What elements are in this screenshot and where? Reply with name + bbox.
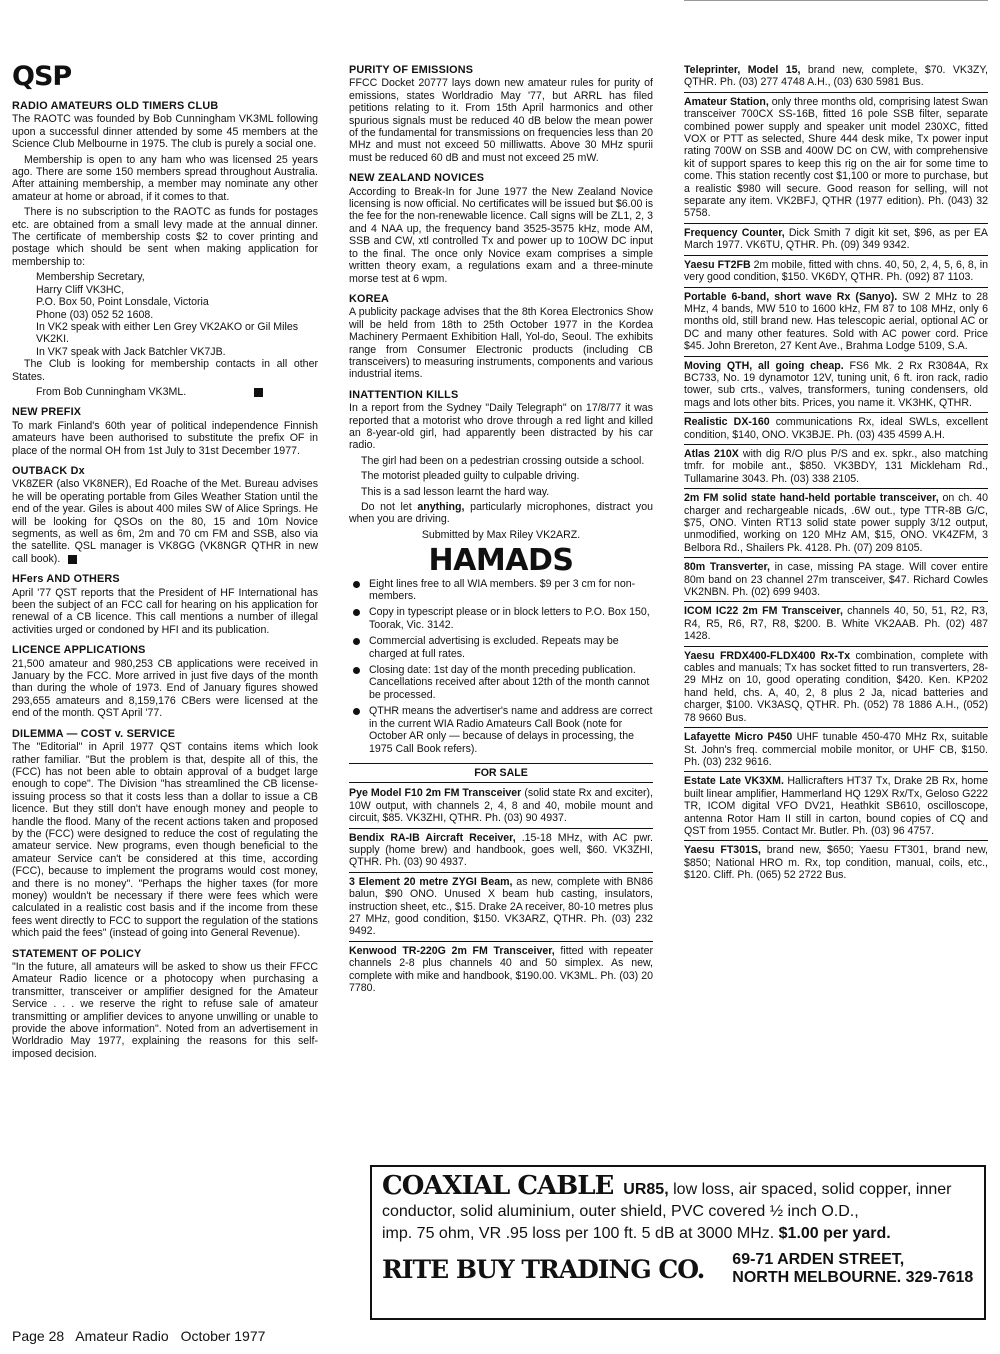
ad-text: .15-18 MHz, with AC pwr. supply (home brew) and handbook, goes well, $60. VK3ZHI, QTHR. Ph. (03) 90 4937. <box>349 831 653 869</box>
ad-text: brand new, complete, $70. VK3ZY, QTHR. Ph. (03) 277 4748 A.H., (03) 630 5981 Bus. <box>684 64 988 89</box>
ad-text: with dig R/O plus P/S and ex. spkr., also matching tmfr. for mobile ant., $850. VK3BDY, 131 Mickleham Rd., Tullamarine 3043. Ph. (03) 338 2105. <box>684 447 988 485</box>
ad-text: channels 40, 50, 51, R2, R3, R4, R5, R6, R7, R8, $200. B. White VK2AAB. Ph. (02) 487 1428. <box>684 605 989 643</box>
classified-ad <box>684 558 988 602</box>
ad-title: ICOM IC22 2m FM Transceiver, <box>684 605 843 618</box>
heading-purity: PURITY OF EMISSIONS <box>349 64 474 76</box>
rule-item: Closing date: 1st day of the month preceding publication. Cancellations received after about 12th of the month cannot be processed. <box>349 664 653 701</box>
ad-title: Kenwood TR-220G 2m FM Transceiver, <box>349 944 555 957</box>
section-title-qsp: QSP <box>12 61 72 92</box>
classified-ad <box>684 841 988 884</box>
rule-item: Copy in typescript please or in block letters to P.O. Box 150, Toorak, Vic. 3142. <box>349 606 653 631</box>
address-line: Phone (03) 052 52 1608. <box>36 308 154 321</box>
ad-text: brand new, $650; Yaesu FT301, brand new, $850; National HRO m. Rx, top condition, manual, coils, etc., $120. Cliff. Ph. (065) 52 2722 Bus. <box>684 844 988 882</box>
advert-line-3 <box>382 1223 974 1245</box>
classified-ad <box>684 772 988 841</box>
ad-title: Lafayette Micro P450 <box>684 731 793 744</box>
purity-para-1: FFCC Docket 20777 lays down new amateur rules for purity of emissions, states Worldradio May '77, but ARRL has filed petitions relating to it. From 15th April harmonics and other spurious signals must be reduced 40 dB below the mean power of the fundamental for transmissions on frequencies less than 20 MHz and must not exceed 50 milliwatts. Above 30 MHz spurii must be reduced 60 dB and must not exceed 25 mW. <box>349 77 653 164</box>
address-line: P.O. Box 50, Point Lonsdale, Victoria <box>36 296 209 309</box>
heading-licence: LICENCE APPLICATIONS <box>12 644 146 657</box>
heading-hfers: HFers AND OTHERS <box>12 573 120 586</box>
rule-item: Eight lines free to all WIA members. $9 per 3 cm for non-members. <box>349 578 653 603</box>
ad-title: 80m Transverter, <box>684 561 770 574</box>
ad-title: Atlas 210X <box>684 447 739 460</box>
end-mark-icon <box>254 388 263 397</box>
licence-para-1: 21,500 amateur and 980,253 CB applications were received in January by the FCC. More arrived in just five days of the month than during the whole of 1973. End of January figures showed 293,655 amateurs and 8,159,176 CBers were licensed at the end of the month. QST April '77. <box>12 657 318 720</box>
policy-para-1: "In the future, all amateurs will be asked to show us their FFCC Amateur Radio licence or a photocopy when purchasing a transmitter, transceiver or amplifier designed for the Amateur Service . . . we reserve the right to refuse sale of amateur transmitting or amplifier devices to anyone unwilling or unable to provide the above information". Noted from an advertisement in Worldradio May 1977, explaining the reasons for this self-imposed decision. <box>12 961 318 1060</box>
inattention-para-3: The motorist pleaded guilty to culpable driving. <box>361 470 580 483</box>
end-mark-icon <box>68 555 77 564</box>
ad-title: Frequency Counter, <box>684 226 785 239</box>
classified-ad <box>349 873 653 942</box>
heading-policy: STATEMENT OF POLICY <box>12 947 142 960</box>
trader-address-line-2: NORTH MELBOURNE. 329-7618 <box>732 1269 974 1286</box>
address-line: Membership Secretary, <box>36 271 145 284</box>
ad-text: Hallicrafters HT37 Tx, Drake 2B Rx, home built linear amplifier, Hammerland HQ 129X Rx/Tx, Geloso G222 TR, ICOM digital VFO DV21, Heathkit SB610, oscilloscope, antenna Rotor Ham II still in carton, bound copies of CQ and QST from 1955. Contact Mr. Butler. Ph. (03) 96 4757. <box>684 775 988 837</box>
heading-dilemma: DILEMMA — COST v. SERVICE <box>12 727 176 740</box>
heading-outback: OUTBACK Dx <box>12 464 85 477</box>
inattention-para-2: The girl had been on a pedestrian crossing outside a school. <box>361 454 645 467</box>
prefix-para-1: To mark Finland's 60th year of political independence Finnish amateurs have been authorised to substitute the prefix OF in place of the normal OH from 1st July to 31st December 1977. <box>12 419 318 457</box>
classified-ad <box>684 288 988 357</box>
raotc-para-1: The RAOTC was founded by Bob Cunningham VK3ML following upon a successful dinner attended by some 45 members at the Science Club Melbourne in 1975. The club is purely a social one. <box>12 113 318 151</box>
inattention-para-1: In a report from the Sydney "Daily Telegraph" on 17/8/77 it was reported that a motorist who drove through a red light and killed an 8-year-old girl, had apparently been distracted by his car radio. <box>349 402 653 452</box>
heading-korea: KOREA <box>349 292 389 305</box>
hamads-rules <box>349 578 653 755</box>
issue-date: October 1977 <box>180 1328 266 1344</box>
ad-text: combination, complete with cables and manuals; Tx has socket fitted to run transverters, 28-29 MHz on 10, good operating condition, $420. Ken. KP202 hand held, chs. A, 40, 2, 8 plus 2 Ja, nicad batteries and charger, $100. VK3ASQ, QTHR. Ph. (052) 78 1886 A.H., (052) 78 9660 Bus. <box>684 649 988 724</box>
ad-text: fitted with repeater channels 2-8 plus channels 40 and 50 simplex. As new, complete with mike and handbook, $190.00. VK3ML. Ph. (03) 20 7780. <box>349 944 653 994</box>
heading-inattention: INATTENTION KILLS <box>349 388 459 401</box>
ad-text: UHF tunable 450-470 MHz Rx, suitable St. John's freq. commercial mobile monitor, or UHF CB, $150. Ph. (03) 232 9616. <box>684 731 988 768</box>
ad-title: Yaesu FRDX400-FLDX400 Rx-Tx <box>684 649 851 662</box>
page-footer <box>12 1328 273 1344</box>
dilemma-para-1: The "Editorial" in April 1977 QST contains items which look rather familiar. "But the problem is that, despite all of this, the (FCC) has not been able to obtain approval of a budget large enough to cope". The Division "has streamlined the CB license-issuing process so that it costs less than a dollar to issue a CB licence. But they still don't have enough money and people to handle the flood. Many of the recent actions taken and proposed by the (FCC) were designed to reduce the cost of regulating the amateur service. New programs, even though beneficial to the amateur Service can't be considered at this time, according (FCC), because to implement the programs would cost money, and there is no money". "Perhaps the higher taxes (for more money) wouldn't be necessary if there were fees which were calculated in a realistic cost basis and if the income from these fees went directly to FCC to support the regulation of the stations which paid the fees" (instead of going into General Revenue). <box>12 741 318 940</box>
column-2 <box>349 64 653 997</box>
ads-list-col2 <box>349 787 653 997</box>
trader-address-line-1: 69-71 ARDEN STREET, <box>732 1251 905 1268</box>
classified-ad <box>684 413 988 445</box>
ad-text: as new, complete with BN86 balun, $90 ONO. Unused X beam hub casting, insulators, instruction sheet, etc., $15. Drake 2A receiver, 80-10 metres plus 27 MHz, good condition, $150. VK3ARZ, QTHR. Ph. (03) 232 9492. <box>349 875 653 938</box>
classified-ad <box>684 647 988 728</box>
raotc-para-3: There is no subscription to the RAOTC as funds for postages etc. are obtained from a small levy made at the annual dinner. The certificate of membership costs $2 to cover printing and postage which should be sent when making application for membership to: <box>12 206 318 268</box>
ad-text: SW 2 MHz to 28 MHz, 4 bands, MW 510 to 1600 kHz, FM 87 to 108 MHz, only 6 months old, still brand new. Has telescopic aerial, optional AC or DC and many other features. Sold with AC power cord. Price $45. John Brereton, 27 Kent Ave., Brahma Lodge 5109, S.A. <box>684 290 988 353</box>
inattention-para-4: This is a sad lesson learnt the hard way. <box>361 485 550 498</box>
inattention-p5c: particularly microphones, distract you when you are driving. <box>349 501 653 526</box>
advert-price: $1.00 per yard. <box>778 1225 891 1242</box>
column-3 <box>684 64 988 885</box>
inattention-p5b: anything, <box>417 501 465 513</box>
ad-text: (solid state Rx and exciter), 10W output, with channels 2, 4, 8 and 40, mobile mount and circuit, $85. VK3ZHI, QTHR. Ph. (03) 90 4937. <box>349 787 653 825</box>
classified-ad <box>349 787 653 828</box>
page-number: Page 28 <box>12 1328 65 1344</box>
advert-desc-3: imp. 75 ohm, VR .95 loss per 100 ft. 5 dB at 3000 MHz. <box>382 1225 779 1242</box>
trader-name: RITE BUY TRADING CO. <box>382 1254 705 1284</box>
classified-ad <box>684 602 988 646</box>
advert-model: UR85, <box>623 1181 669 1198</box>
raotc-address <box>36 271 318 358</box>
ad-text: in case, missing PA stage. Will cover entire 80m band on 23 channel 27m transceiver, $47. Richard Cowles VK2NBN. Ph. (02) 699 9403. <box>684 561 989 599</box>
classified-ad <box>684 357 988 414</box>
raotc-para-2: Membership is open to any ham who was licensed 25 years ago. There are some 150 members spread throughout Australia. After attaining membership, a member may nominate any other amateur at home or abroad, if it comes to that. <box>12 153 318 203</box>
inattention-p5a: Do not let <box>361 501 418 513</box>
ad-title: Teleprinter, Model 15, <box>684 64 801 76</box>
advert-desc-2: conductor, solid aluminium, outer shield, PVC covered ½ inch O.D., <box>382 1203 859 1220</box>
classified-ad <box>349 942 653 998</box>
classified-ad <box>684 445 988 489</box>
top-rule <box>684 0 988 1</box>
for-sale-heading: FOR SALE <box>349 763 653 783</box>
ad-text: only three months old, comprising latest Swan transceiver 700CX SS-16B, fitted 16 pole SSB filter, separate combined power supply and speaker unit model 230XC, fitted VOX or PTT as selected, Shure 444 desk mike, Tx power input rating 700W on SSB and 400W DC on CW, with comprehensive kit of support spares to keep this rig on the air for some time to come. This station recently cost $1,100 or more to purchase, but a realistic $980 will secure. Good reason for selling, will not separate any item. VK2BFJ, QTHR (1977 edition). Ph. (043) 32 5758. <box>684 95 989 220</box>
ad-text: communications Rx, ideal SWLs, excellent condition, $140, ONO. VK3BJE. Ph. (03) 435 4599 A.H. <box>684 416 988 441</box>
ad-text: on ch. 40 charger and rechargeable nicads, .6W out., type TTR-8B G/C, $75, ONO. Vinten RT13 solid state power supply 3/12 output, unmodified, working on 120 MHz AM, $15, ONO. VK4ZFM, 3 Belbora Rd., Shailers Pk. 4128. Ph. (07) 209 8105. <box>684 492 989 554</box>
advert-title: COAXIAL CABLE <box>382 1171 614 1201</box>
heading-nz-novices: NEW ZEALAND NOVICES <box>349 172 485 185</box>
classified-ad <box>684 64 988 93</box>
classified-ad <box>684 728 988 772</box>
raotc-from-text: From Bob Cunningham VK3ML. <box>36 385 187 398</box>
raotc-para-4: The Club is looking for membership contacts in all other States. <box>12 358 318 383</box>
ad-title: Yaesu FT2FB <box>684 258 751 271</box>
inattention-para-5 <box>349 501 653 526</box>
classified-ad <box>684 256 988 288</box>
rule-item: QTHR means the advertiser's name and address are correct in the current WIA Radio Amateurs Call Book (note for October AR only — because of delays in processing, the 1975 Call Book refers). <box>349 705 653 755</box>
heading-new-prefix: NEW PREFIX <box>12 406 82 419</box>
nz-para-1: According to Break-In for June 1977 the New Zealand Novice licensing is now official. No certificates will be issued but $6.00 is the fee for the non-renewable licence. Call signs will be ZL1, 2, 3 and 4 NAA up, the frequency band 3525-3575 kHz, mode AM, SSB and CW, xtl controlled Tx and power up to 10OW DC input to the final. The once only Novice exam comprises a simple written theory exam, a regulations exam and a three-minute morse test at 6 wpm. <box>349 185 653 285</box>
ad-text: FS6 Mk. 2 Rx R3084A, Rx BC733, No. 19 dynamotor 12V, tuning unit, 6 ft. iron rack, radio tower, sub crts., valves, transformers, tuning condensers, old mags and lots other bits. Prices, you name it. VK3HK, QTHR. <box>684 359 988 409</box>
address-line: Harry Cliff VK3HC, <box>36 283 125 296</box>
raotc-from <box>36 386 318 398</box>
korea-para-1: A publicity package advises that the 8th Korea Electronics Show will be held from 18th to 25th October 1977 in the Kordea Machinery Permaent Exhibition Hall, Yol-do, Seoul. The exhibits range from Consumer Electronic products (including CB transceivers) to measuring instruments, components and various industrial items. <box>349 306 653 381</box>
outback-para-1 <box>12 478 318 565</box>
classified-ad <box>684 489 988 558</box>
classified-ad <box>349 829 653 873</box>
ad-title: Bendix RA-IB Aircraft Receiver, <box>349 831 516 844</box>
ad-title: Amateur Station, <box>684 95 769 108</box>
hfers-para-1: April '77 QST reports that the President of HF International has been the subject of an FCC call for hearing on his application for renewal of a CB licence. This call mentions a number of illegal activities urged or condoned by HFI and its publication. <box>12 586 318 636</box>
ad-text: Dick Smith 7 digit kit set, $96, as per EA March 1977. VK6TU, QTHR. Ph. (09) 349 9342. <box>684 226 989 252</box>
advert-trader-row <box>382 1251 974 1287</box>
inattention-signed: Submitted by Max Riley VK2ARZ. <box>421 528 581 541</box>
rule-item: Commercial advertising is excluded. Repeats may be charged at full rates. <box>349 635 653 660</box>
advert-line-1 <box>382 1171 974 1201</box>
advert-line-1-text <box>623 1179 951 1201</box>
ad-title: Realistic DX-160 <box>684 416 770 429</box>
heading-raotc: RADIO AMATEURS OLD TIMERS CLUB <box>12 100 219 112</box>
ad-text: 2m mobile, fitted with chns. 40, 50, 2, 4, 5, 6, 8, in very good condition, $150. VK6DY, QTHR. Ph. (092) 87 1103. <box>684 258 988 284</box>
ad-title: Yaesu FT301S, <box>684 844 761 857</box>
column-1 <box>12 62 318 1063</box>
ad-title: Moving QTH, all going cheap. <box>684 359 844 372</box>
ad-title: 2m FM solid state hand-held portable transceiver, <box>684 492 939 505</box>
ad-title: Pye Model F10 2m FM Transceiver <box>349 787 522 800</box>
advert-desc-1: low loss, air spaced, solid copper, inner <box>673 1181 952 1198</box>
ad-title: Portable 6-band, short wave Rx (Sanyo). <box>684 290 898 303</box>
outback-text: VK8ZER (also VK8NER), Ed Roache of the Met. Bureau advises he will be operating portable from Giles Weather Station until the end of the year. Giles is about 400 miles SW of Alice Springs. He will be looking for QSOs on the 80, 15 and 10m Novice segments, as well as 6m, 2m and 70 cm FM and SSB, also via the satellite. QSL manager is VK8GG (VK8NGR QTHR in new call book). <box>12 478 318 565</box>
ad-title: 3 Element 20 metre ZYGI Beam, <box>349 875 513 888</box>
classified-ad <box>684 224 988 256</box>
classified-ad <box>684 93 988 224</box>
coaxial-cable-advert <box>370 1165 986 1320</box>
address-line: In VK7 speak with Jack Batchler VK7JB. <box>36 345 226 358</box>
magazine-name: Amateur Radio <box>75 1328 169 1344</box>
hamads-title: HAMADS <box>428 543 574 579</box>
address-line: In VK2 speak with either Len Grey VK2AKO or Gil Miles VK2KI. <box>36 320 299 346</box>
ad-title: Estate Late VK3XM. <box>684 775 784 788</box>
trader-address <box>732 1251 973 1287</box>
